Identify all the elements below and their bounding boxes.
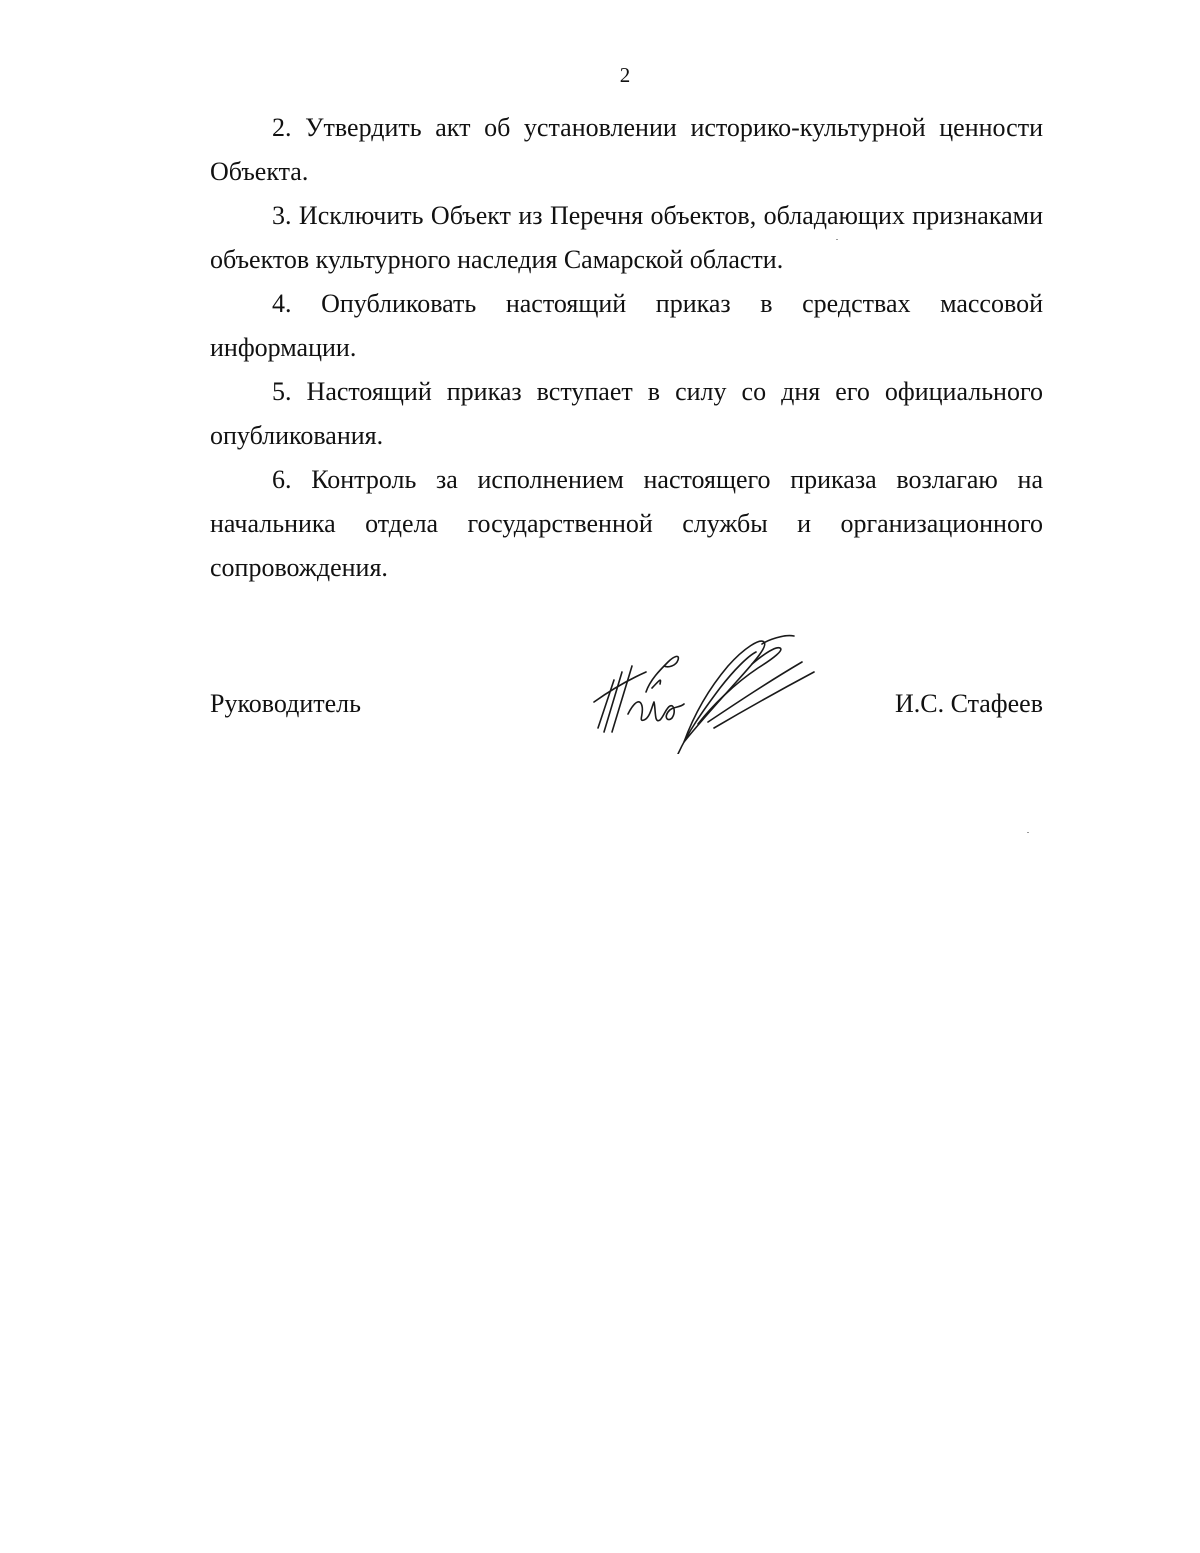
- paragraph-2-approve-act: 2. Утвердить акт об установлении историко-культурной ценности Объекта.: [210, 113, 1043, 186]
- paragraph-6-control: 6. Контроль за исполнением настоящего приказа возлагаю на начальника отдела государственной службы и организационного сопровождения.: [210, 465, 1043, 582]
- paragraph-3-exclude-object: 3. Исключить Объект из Перечня объектов, обладающих признаками объектов культурного наследия Самарской области.: [210, 201, 1043, 274]
- scan-artifact: [836, 239, 838, 240]
- scan-artifact: [1027, 832, 1029, 833]
- handwritten-signature: [588, 632, 820, 754]
- paragraph-5-effective-date: 5. Настоящий приказ вступает в силу со дня его официального опубликования.: [210, 377, 1043, 450]
- document-body: [210, 106, 1043, 590]
- signatory-name: И.С. Стафеев: [894, 689, 1043, 718]
- paragraph-4-publish-order: 4. Опубликовать настоящий приказ в средствах массовой информации.: [210, 289, 1043, 362]
- page-number: 2: [619, 63, 631, 87]
- signatory-position: Руководитель: [210, 689, 361, 718]
